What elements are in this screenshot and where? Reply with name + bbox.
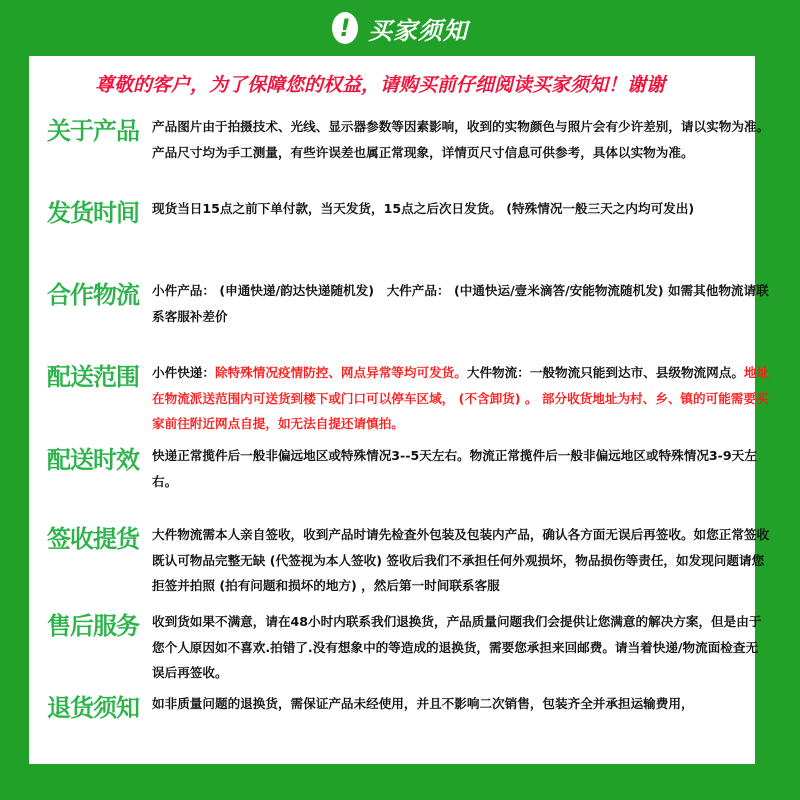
section-text: 产品图片由于拍摄技术、光线、显示器参数等因素影响，收到的实物颜色与照片会有少许差别，请以实物为准。产品尺寸均为手工测量，有些许误差也属正常现象，详情页尺寸信息可供参考，具体以实物为准。 <box>152 119 770 160</box>
section-text: 大件物流需本人亲自签收，收到产品时请先检查外包装及包装内产品，确认各方面无误后再签收。如您正常签收既认可物品完整无缺 (代签视为本人签收) 签收后我们不承担任何外观损坏，物品损伤等责任，如发现问题请您拒签并拍照 (拍有问题和损坏的地方) ，然后第一时间联系客服 <box>152 527 770 593</box>
text-segment-red: 除特殊情况疫情防控、网点异常等均可发货。 <box>214 365 467 380</box>
section-label: 签收提货 <box>47 525 139 553</box>
text-segment: 小件快递： <box>152 365 215 380</box>
section-label: 关于产品 <box>47 117 139 145</box>
section-text <box>152 360 770 437</box>
intro-banner: 尊敬的客户，为了保障您的权益，请购买前仔细阅读买家须知！谢谢 <box>95 74 666 96</box>
section-label: 退货须知 <box>47 694 139 722</box>
section-text: 如非质量问题的退换货，需保证产品未经使用，并且不影响二次销售，包装齐全并承担运输费用， <box>152 696 694 711</box>
section-label: 售后服务 <box>47 612 139 640</box>
section-label: 配送时效 <box>47 446 139 474</box>
section-text: 现货当日15点之前下单付款，当天发货，15点之后次日发货。 (特殊情况一般三天之内均可发出) <box>152 201 695 216</box>
section-text: 小件产品： (申通快递/韵达快递随机发) 大件产品： (中通快运/壹米滴答/安能物流随机发) 如需其他物流请联系客服补差价 <box>152 283 769 324</box>
exclamation-icon: ! <box>332 12 358 44</box>
section-label: 合作物流 <box>47 281 139 309</box>
text-segment: 大件物流：一般物流只能到达市、县级物流网点。 <box>466 365 744 380</box>
page-title: 买家须知 <box>368 16 468 45</box>
section-text: 收到货如果不满意，请在48小时内联系我们退换货，产品质量问题我们会提供让您满意的解决方案，但是由于您个人原因如不喜欢.拍错了.没有想象中的等造成的退换货，需要您承担来回邮费。请当着快递/物流面检查无误后再签收。 <box>152 614 762 680</box>
section-label: 发货时间 <box>47 199 139 227</box>
section-label: 配送范围 <box>47 363 139 391</box>
section-text: 快递正常揽件后一般非偏远地区或特殊情况3--5天左右。物流正常揽件后一般非偏远地区或特殊情况3-9天左右。 <box>152 448 757 489</box>
header <box>0 8 800 48</box>
text-segment-red: 地址在物流派送范围内可送货到楼下或门口可以停车区域， (不含卸货) 。 部分收货地址为村、乡、镇的可能需要买家前往附近网点自提，如无法自提还请慎拍。 <box>152 365 770 431</box>
